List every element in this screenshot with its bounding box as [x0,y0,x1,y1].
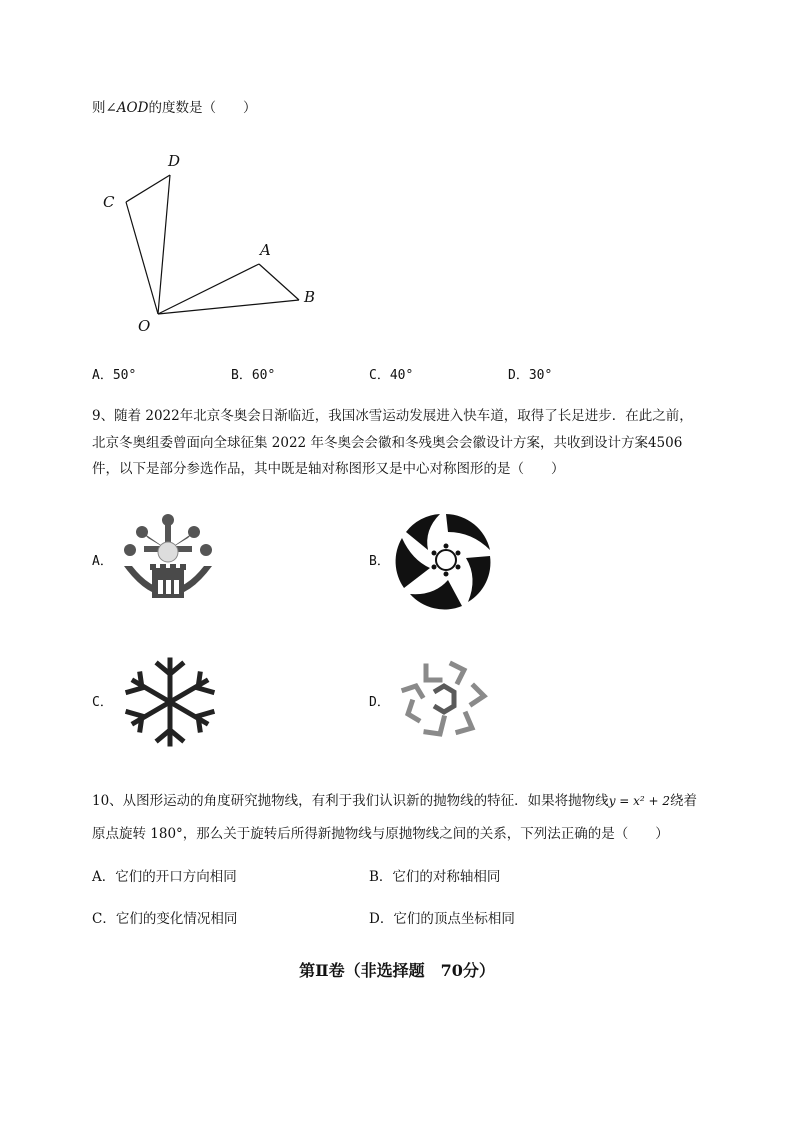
q10-stem-prefix: 10、从图形运动的角度研究抛物线，有利于我们认识新的抛物线的特征．如果将抛物线 [92,793,609,809]
q10-option-b[interactable]: B．它们的对称轴相同 [369,869,501,885]
segment-ob [158,300,299,314]
q9-stem-line-3: 件，以下是部分参选作品，其中既是轴对称图形又是中心对称图形的是（ ） [92,461,565,477]
q8-stem-prefix: 则∠ [92,100,117,116]
q8-option-d[interactable]: D．30° [508,368,553,383]
q9-option-a-label[interactable]: A． [92,554,113,569]
q10-stem-suffix: 绕着 [670,793,698,809]
q8-option-c[interactable]: C．40° [369,368,414,383]
q9-option-c-label[interactable]: C． [92,695,113,710]
q10-equation: y = x² + 2 [608,794,671,808]
point-label-a: A [260,241,271,259]
point-label-c: C [103,193,115,211]
q8-option-b[interactable]: B．60° [231,368,276,383]
q10-option-d[interactable]: D．它们的顶点坐标相同 [369,911,515,927]
q9-option-d-label[interactable]: D． [369,695,390,710]
q9-option-b-label[interactable]: B． [369,554,390,569]
q10-option-c[interactable]: C．它们的变化情况相同 [92,911,238,927]
segment-ab [259,264,299,300]
q10-stem-line-2: 原点旋转 180°，那么关于旋转后所得新抛物线与原抛物线之间的关系，下列法正确的是（ ） [92,826,669,842]
point-label-b: B [304,288,316,306]
q8-angle-figure [90,145,350,345]
segment-od [158,175,170,314]
segment-oa [158,264,259,314]
segment-cd [126,175,170,202]
segment-oc [126,202,158,314]
section-title: 第Ⅱ卷（非选择题 70分） [299,961,495,980]
emblem-a-icon [120,508,216,608]
emblem-d-icon [396,656,492,746]
q9-stem-line-2: 北京冬奥组委曾面向全球征集 2022 年冬奥会会徽和冬残奥会会徽设计方案，共收到设计方案4506 [92,435,683,451]
q8-stem [92,98,256,118]
q8-option-a[interactable]: A．50° [92,368,137,383]
q8-stem-suffix: 的度数是（ ） [148,100,257,116]
point-label-d: D [168,152,181,170]
q10-stem-line-1 [92,791,697,811]
q9-stem-line-1: 9、随着 2022年北京冬奥会日渐临近，我国冰雪运动发展进入快车道，取得了长足进步．在此之前， [92,408,693,424]
q10-option-a[interactable]: A．它们的开口方向相同 [92,869,237,885]
q8-stem-angle: AOD [116,100,149,116]
emblem-c-icon [120,654,220,750]
point-label-o: O [138,317,151,335]
emblem-b-icon [394,510,498,610]
